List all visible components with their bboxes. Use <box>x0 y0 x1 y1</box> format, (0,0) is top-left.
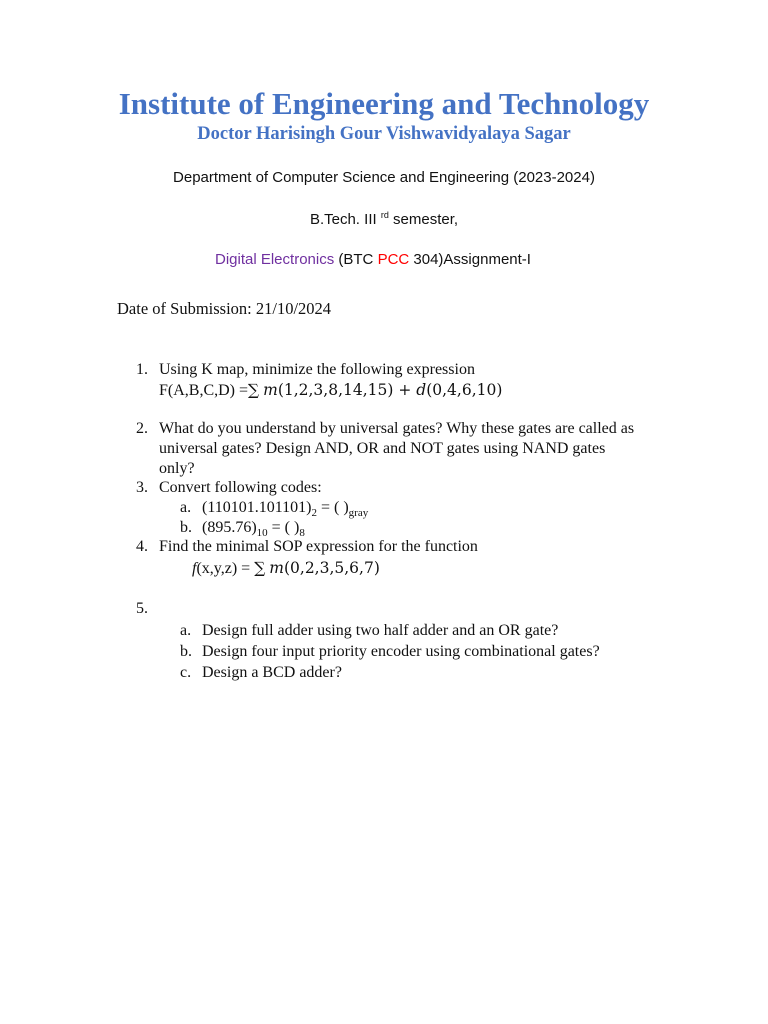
question-number: 1. <box>136 361 148 378</box>
question-4 <box>0 537 768 579</box>
submission-date-line <box>117 299 331 319</box>
semester-superscript: rd <box>380 210 389 220</box>
submission-label: Date of Submission: <box>117 299 252 318</box>
course-code-pcc: PCC <box>377 251 410 268</box>
minterm-symbol: m <box>263 381 278 399</box>
course-code-close: 304)Assignment-I <box>409 251 531 268</box>
conversion-a-target: gray <box>348 507 369 519</box>
department-line: Department of Computer Science and Engineering (2023-2024) <box>173 169 595 186</box>
sub-item-letter: a. <box>180 499 192 516</box>
question-expression <box>192 558 380 579</box>
conversion-b-value: (895.76) <box>202 519 257 536</box>
institute-title: Institute of Engineering and Technology <box>118 86 650 121</box>
course-code-open: (BTC <box>334 251 378 268</box>
question-text-line-3: only? <box>159 460 195 477</box>
question-5 <box>0 599 768 689</box>
minterm-list: (0,2,3,5,6,7) <box>283 559 380 577</box>
course-name: Digital Electronics <box>215 251 335 268</box>
question-number: 2. <box>136 420 148 437</box>
sum-symbol: ∑ <box>248 381 260 399</box>
question-text: Find the minimal SOP expression for the function <box>159 538 478 555</box>
question-number: 3. <box>136 479 148 496</box>
question-text: Convert following codes: <box>159 479 322 496</box>
semester-suffix: semester, <box>388 211 459 228</box>
dontcare-symbol: d <box>416 381 427 399</box>
question-expression <box>159 380 502 401</box>
question-number: 5. <box>136 600 148 617</box>
conversion-b-equals: = ( ) <box>267 519 300 536</box>
sub-item-letter: c. <box>180 664 192 681</box>
question-text-line-2: universal gates? Design AND, OR and NOT gates using NAND gates <box>159 440 606 457</box>
sub-item-letter: a. <box>180 622 192 639</box>
question-text: Using K map, minimize the following expression <box>159 361 475 378</box>
conversion-a-value: (110101.101101) <box>202 499 312 516</box>
semester-prefix: B.Tech. III <box>309 211 377 228</box>
university-name: Doctor Harisingh Gour Vishwavidyalaya Sagar <box>197 124 571 144</box>
course-line <box>215 251 531 268</box>
sub-item-text: Design a BCD adder? <box>202 664 342 681</box>
expression-function: F(A,B,C,D) = <box>159 382 249 399</box>
minterm-symbol: m <box>269 559 284 577</box>
sub-item-text: Design four input priority encoder using combinational gates? <box>202 643 600 660</box>
question-number: 4. <box>136 538 148 555</box>
question-2 <box>0 419 768 479</box>
sum-symbol: ∑ <box>254 559 266 577</box>
semester-line <box>0 210 768 228</box>
question-1 <box>0 360 768 400</box>
conversion-b-base: 10 <box>256 527 268 539</box>
sub-item-letter: b. <box>180 519 192 536</box>
dontcare-list: (0,4,6,10) <box>426 381 503 399</box>
submission-date: 21/10/2024 <box>255 299 332 318</box>
sub-item-text: Design full adder using two half adder and an OR gate? <box>202 622 559 639</box>
conversion-a-equals: = ( ) <box>316 499 349 516</box>
function-name: f <box>192 560 197 577</box>
conversion-a-base: 2 <box>311 507 317 519</box>
conversion-b-target: 8 <box>299 527 305 539</box>
sub-item-letter: b. <box>180 643 192 660</box>
minterm-list: (1,2,3,8,14,15) + <box>277 381 417 399</box>
function-args: (x,y,z) = <box>196 560 255 577</box>
question-text-line-1: What do you understand by universal gates? Why these gates are called as <box>159 420 635 437</box>
question-3 <box>0 478 768 538</box>
